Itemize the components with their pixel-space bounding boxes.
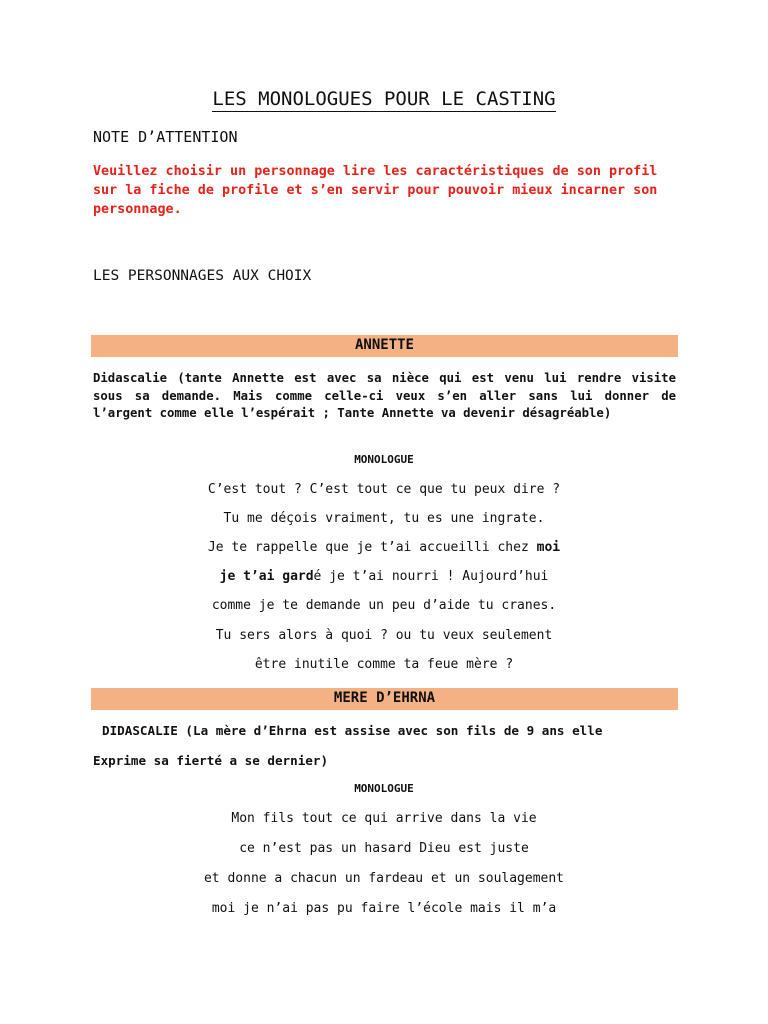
page-title-text: LES MONOLOGUES POUR LE CASTING (212, 88, 556, 110)
monologue-line: Tu sers alors à quoi ? ou tu veux seulement (215, 628, 553, 643)
monologue-line (0, 568, 768, 586)
note-body: Veuillez choisir un personnage lire les caractéristiques de son profil sur la fiche de profile et s’en servir pour pouvoir mieux incarner son personnage. (93, 164, 658, 217)
character-header-annette: ANNETTE (91, 335, 678, 357)
monologue-line-bold-part: moi (536, 540, 561, 555)
monologue-line: comme je te demande un peu d’aide tu cranes. (211, 598, 557, 613)
didascalie-annette: Didascalie (tante Annette est avec sa nièce qui est venu lui rendre visite sous sa demande. Mais comme celle-ci veux s’en aller sans lui donner de l’argent comme elle l’espérait ; Tante Annette va devenir désagréable) (93, 371, 676, 420)
note-heading: NOTE D’ATTENTION (93, 128, 238, 146)
monologue-line: Tu me déçois vraiment, tu es une ingrate. (223, 511, 545, 526)
choices-heading: LES PERSONNAGES AUX CHOIX (93, 268, 312, 284)
monologue-line (0, 539, 768, 557)
monologue-line-part: é je t’ai nourri ! Aujourd’hui (313, 569, 549, 584)
didascalie-mere-dehrna-line1: DIDASCALIE (La mère d’Ehrna est assise avec son fils de 9 ans elle (102, 723, 603, 738)
monologue-line: et donne a chacun un fardeau et un soulagement (203, 871, 565, 886)
monologue-label-annette: MONOLOGUE (354, 453, 414, 466)
monologue-line: moi je n’ai pas pu faire l’école mais il m’a (211, 901, 557, 916)
monologue-line-part: Je te rappelle que je t’ai accueilli chez (207, 540, 537, 555)
character-header-mere-dehrna: MERE D’EHRNA (91, 688, 678, 710)
didascalie-mere-dehrna-line2: Exprime sa fierté a se dernier) (93, 753, 329, 768)
monologue-line: Mon fils tout ce qui arrive dans la vie (231, 811, 537, 826)
monologue-label-mere-dehrna: MONOLOGUE (354, 782, 414, 795)
monologue-line: être inutile comme ta feue mère ? (254, 657, 514, 672)
monologue-line-bold-part: je t’ai gard (219, 569, 314, 584)
monologue-line: C’est tout ? C’est tout ce que tu peux dire ? (207, 482, 561, 497)
monologue-line: ce n’est pas un hasard Dieu est juste (239, 841, 529, 856)
page-title (0, 86, 768, 112)
